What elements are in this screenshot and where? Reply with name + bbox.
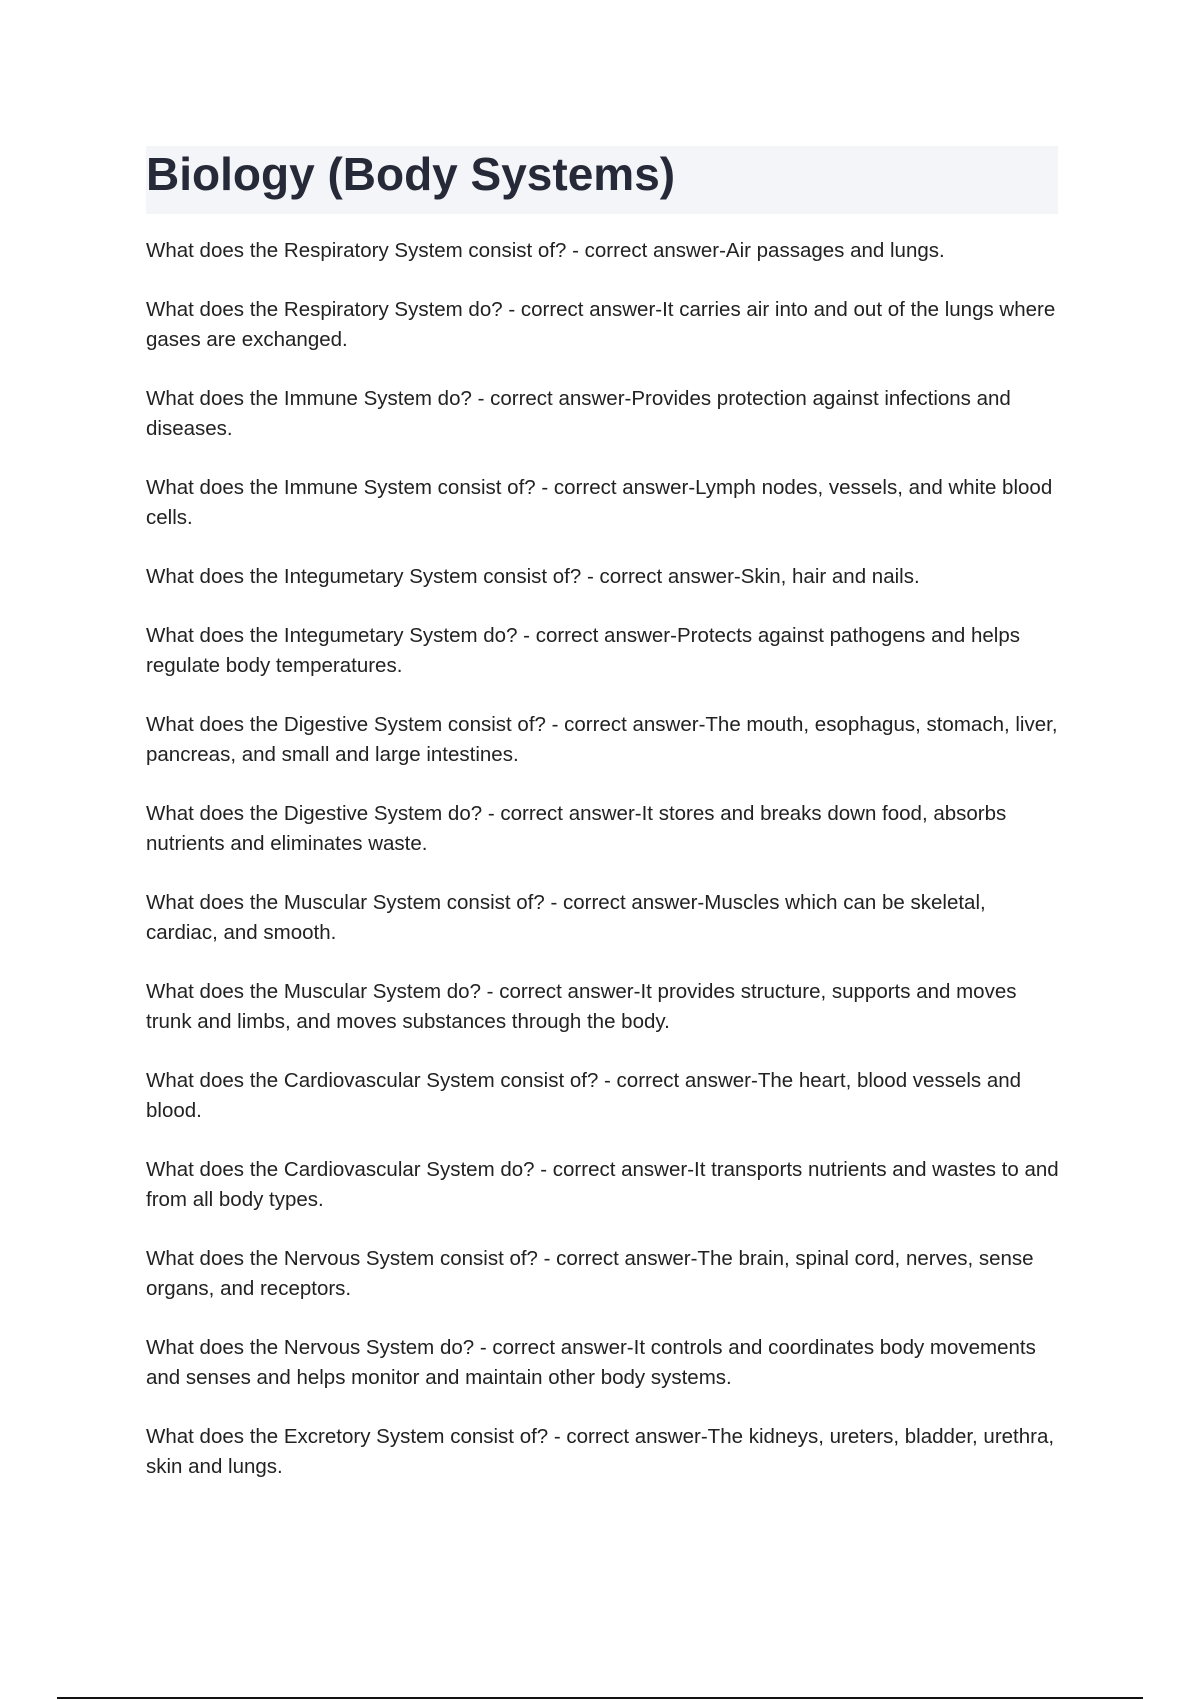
- qa-item-muscular-do: What does the Muscular System do? - correct answer-It provides structure, supports and moves trunk and limbs, and moves substances through the body.: [146, 980, 1017, 1033]
- qa-item-nervous-consist: What does the Nervous System consist of? - correct answer-The brain, spinal cord, nerves, sense organs, and receptors.: [146, 1247, 1034, 1300]
- qa-item-immune-consist: What does the Immune System consist of? - correct answer-Lymph nodes, vessels, and white blood cells.: [146, 476, 1053, 529]
- qa-item-respiratory-do: What does the Respiratory System do? - correct answer-It carries air into and out of the lungs where gases are exchanged.: [146, 298, 1056, 351]
- qa-item-cardiovascular-do: What does the Cardiovascular System do? - correct answer-It transports nutrients and wastes to and from all body types.: [146, 1158, 1059, 1211]
- qa-item-muscular-consist: What does the Muscular System consist of? - correct answer-Muscles which can be skeletal, cardiac, and smooth.: [146, 891, 986, 944]
- title-band: [146, 146, 1058, 214]
- page-title: Biology (Body Systems): [146, 148, 676, 200]
- qa-item-digestive-do: What does the Digestive System do? - correct answer-It stores and breaks down food, absorbs nutrients and eliminates waste.: [146, 802, 1007, 855]
- qa-item-excretory-consist: What does the Excretory System consist of? - correct answer-The kidneys, ureters, bladder, urethra, skin and lungs.: [146, 1425, 1055, 1478]
- qa-list: [146, 236, 1062, 1511]
- qa-item-digestive-consist: What does the Digestive System consist of? - correct answer-The mouth, esophagus, stomach, liver, pancreas, and small and large intestines.: [146, 713, 1058, 766]
- qa-item-integumetary-do: What does the Integumetary System do? - correct answer-Protects against pathogens and helps regulate body temperatures.: [146, 624, 1020, 677]
- qa-item-nervous-do: What does the Nervous System do? - correct answer-It controls and coordinates body movements and senses and helps monitor and maintain other body systems.: [146, 1336, 1036, 1389]
- footer-divider: [57, 1697, 1143, 1699]
- qa-item-integumetary-consist: What does the Integumetary System consist of? - correct answer-Skin, hair and nails.: [146, 565, 920, 588]
- qa-item-immune-do: What does the Immune System do? - correct answer-Provides protection against infections and diseases.: [146, 387, 1011, 440]
- qa-item-cardiovascular-consist: What does the Cardiovascular System consist of? - correct answer-The heart, blood vessels and blood.: [146, 1069, 1022, 1122]
- qa-item-respiratory-consist: What does the Respiratory System consist of? - correct answer-Air passages and lungs.: [146, 239, 945, 262]
